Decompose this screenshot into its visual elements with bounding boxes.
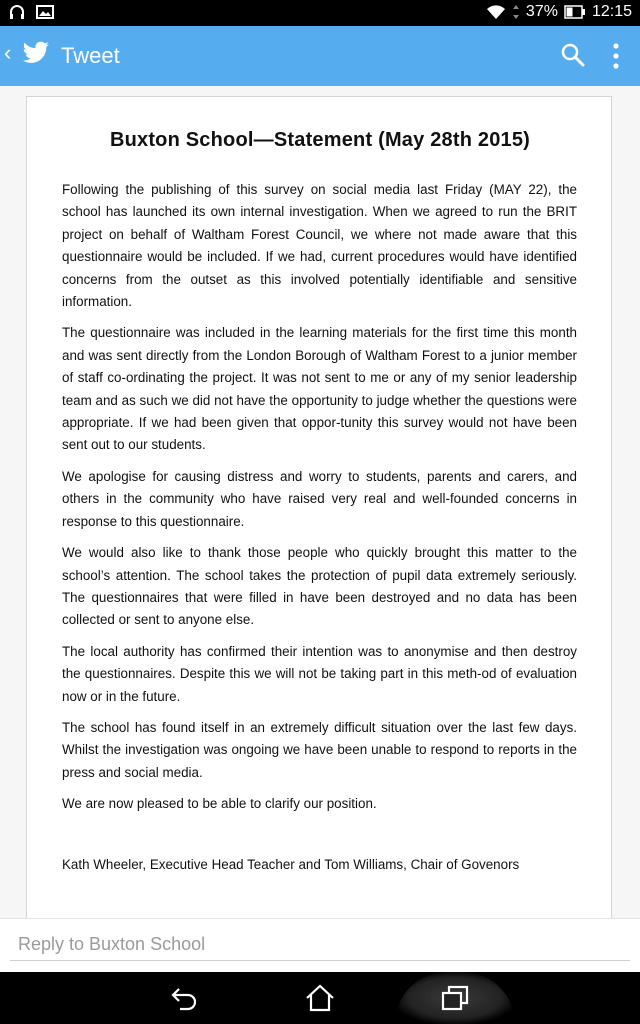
data-arrows-icon bbox=[512, 4, 520, 20]
reply-bar bbox=[0, 918, 640, 973]
statement-paragraph: Following the publishing of this survey on social media last Friday (MAY 22), the school has launched its own internal investigation. When we agreed to run the BRIT project on behalf of Waltham Forest Council, we where not made aware that this questionnaire would be included. If we had, current procedures would have identified concerns from the outset as this involved potentially identifiable and sensitive information. bbox=[62, 182, 577, 310]
action-bar bbox=[0, 26, 640, 86]
reply-input[interactable] bbox=[10, 929, 630, 961]
back-arrow-icon[interactable] bbox=[160, 978, 210, 1018]
screen-title: Tweet bbox=[61, 43, 120, 68]
statement-paragraph: We apologise for causing distress and worry to students, parents and carers, and others in the community who have raised very real and well-founded concerns in response to this questionnaire. bbox=[62, 468, 577, 529]
clock: 12:15 bbox=[591, 3, 632, 20]
statement-signature: Kath Wheeler, Executive Head Teacher and Tom Williams, Chair of Govenors bbox=[62, 857, 520, 872]
home-icon[interactable] bbox=[295, 978, 345, 1018]
statement-body bbox=[62, 179, 577, 825]
wifi-icon bbox=[486, 4, 506, 20]
navigation-bar bbox=[0, 972, 640, 1024]
statement-paragraph: The local authority has confirmed their intention was to anonymise and then destroy the questionnaires. Despite this we will not be taking part in this meth-od of evaluation now or in the future. bbox=[62, 643, 577, 704]
headset-icon bbox=[8, 3, 26, 21]
statement-image[interactable] bbox=[26, 96, 612, 926]
statement-paragraph: The questionnaire was included in the learning materials for the first time this month and was sent directly from the London Borough of Waltham Forest to a junior member of staff co-ordinating the project. It was not sent to me or any of my senior leadership team and as such we did not have the opportunity to judge whether the questions were appropriate. If we had been given that oppor-tunity this survey would not have been sent out to our students. bbox=[62, 325, 577, 453]
gallery-icon bbox=[36, 4, 54, 20]
statement-paragraph: We would also like to thank those people who quickly brought this matter to the school’s attention. The school takes the protection of pupil data extremely seriously. The questionnaires that were filled in have been destroyed and no data has been collected or sent to anyone else. bbox=[62, 545, 577, 628]
battery-percent: 37% bbox=[525, 3, 558, 20]
statement-paragraph: The school has found itself in an extremely difficult situation over the last few days. Whilst the investigation was ongoing we have been unable to respond to reports in the press and social media. bbox=[62, 719, 577, 780]
statement-paragraph: We are now pleased to be able to clarify our position. bbox=[62, 796, 377, 812]
statement-title: Buxton School—Statement (May 28th 2015) bbox=[109, 129, 531, 151]
battery-icon bbox=[564, 5, 586, 19]
overflow-menu-icon[interactable] bbox=[612, 42, 620, 75]
status-bar bbox=[0, 0, 640, 26]
search-icon[interactable] bbox=[560, 42, 586, 73]
tweet-content bbox=[0, 86, 640, 918]
back-chevron-icon[interactable]: ‹ bbox=[4, 40, 12, 65]
twitter-bird-icon[interactable] bbox=[22, 41, 50, 70]
recent-apps-icon[interactable] bbox=[430, 978, 480, 1018]
